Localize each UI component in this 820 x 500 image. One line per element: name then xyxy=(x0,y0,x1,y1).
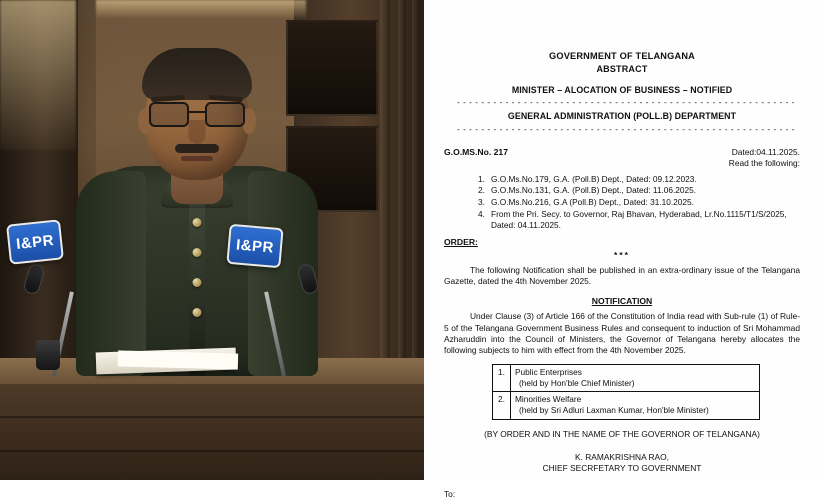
subject-title: Minorities Welfare xyxy=(515,394,582,405)
list-item xyxy=(478,197,800,208)
doc-gms-number: G.O.MS.No. 217 xyxy=(444,146,508,157)
read-item-num: 1. xyxy=(478,173,485,184)
desk-papers-top xyxy=(118,350,238,369)
doc-notification-label: NOTIFICATION xyxy=(591,295,653,306)
shoulder-left xyxy=(76,171,146,376)
glasses-bridge xyxy=(189,111,205,113)
doc-subjects-table xyxy=(492,364,760,420)
subject-num: 1. xyxy=(493,364,511,391)
doc-notification-paragraph: Under Clause (3) of Article 166 of the Constitution of India read with Sub-rule (1) of Rule-5 of the Telangana Government Business Rules and consequent to induction of Sri Mohammad Azharuddin into the Council of Ministers, the Governor of Telangana hereby allocates the following subjects to him with effect from the 4th November 2025. xyxy=(444,311,800,356)
doc-to-label: To: xyxy=(444,488,456,499)
government-order-document xyxy=(424,0,820,499)
person-figure xyxy=(82,46,312,376)
read-item-num: 4. xyxy=(478,208,485,219)
subject-holder: (held by Hon'ble Chief Minister) xyxy=(519,377,635,388)
read-item-text: From the Pri. Secy. to Governor, Raj Bhavan, Hyderabad, Lr.No.1115/T1/S/2025, Dated: 04.11.2025. xyxy=(491,208,787,230)
read-item-num: 2. xyxy=(478,185,485,196)
read-item-text: G.O.Ms.No.131, G.A. (Poll.B) Dept., Dated: 11.06.2025. xyxy=(491,185,697,196)
subject-num: 2. xyxy=(493,392,511,419)
doc-subject-line: MINISTER – ALOCATION OF BUSINESS – NOTIFIED xyxy=(511,84,733,95)
doc-dash-rule-bottom: - - - - - - - - - - - - - - - - - - - - - - - - - - - - - - - - - - - - - - - - - - - - - - - - - - - - - - - - xyxy=(457,125,796,135)
ceiling-light-strip xyxy=(96,0,306,18)
doc-stars: *** xyxy=(614,249,630,260)
doc-date-block xyxy=(729,147,800,170)
doc-signatory-name: K. RAMAKRISHNA RAO, xyxy=(574,451,669,462)
wall-light-strip xyxy=(0,0,76,150)
jacket-button-1 xyxy=(193,218,202,227)
subject-cell xyxy=(511,364,760,391)
jacket-button-3 xyxy=(193,278,202,287)
list-item xyxy=(478,174,800,185)
read-item-text: G.O.Ms.No.179, G.A. (Poll.B) Dept., Dated: 09.12.2023. xyxy=(491,173,697,184)
doc-signature-block xyxy=(444,452,800,475)
desk-front-panel xyxy=(0,384,424,480)
person-mustache xyxy=(175,144,219,153)
doc-order-paragraph: The following Notification shall be published in an extra-ordinary issue of the Telangana Gazette, dated the 4th November 2025. xyxy=(444,265,800,287)
list-item xyxy=(478,185,800,196)
person-nose xyxy=(189,120,206,144)
doc-department-line: GENERAL ADMINISTRATION (POLL.B) DEPARTMENT xyxy=(507,111,737,122)
podium-desk xyxy=(0,360,424,480)
jacket-button-2 xyxy=(193,248,202,257)
doc-dated: Dated:04.11.2025. xyxy=(731,146,800,157)
doc-heading-abstract: ABSTRACT xyxy=(596,64,648,75)
subject-title: Public Enterprises xyxy=(515,366,582,377)
doc-read-items xyxy=(478,174,800,231)
person-head xyxy=(145,54,249,180)
desk-seam-2 xyxy=(0,450,424,452)
lens-right xyxy=(205,102,245,127)
news-photo xyxy=(0,0,424,480)
read-item-text: G.O.Ms.No.216, G.A (Poll.B) Dept., Dated: 31.10.2025. xyxy=(491,196,694,207)
lens-left xyxy=(149,102,189,127)
mic-badge-right: I&PR xyxy=(226,224,283,269)
table-row xyxy=(493,392,760,419)
doc-read-following-label: Read the following: xyxy=(728,158,800,169)
person-mouth xyxy=(181,156,213,161)
table-row xyxy=(493,364,760,391)
doc-gms-row xyxy=(444,147,800,170)
desk-cup xyxy=(36,340,60,370)
desk-seam-1 xyxy=(0,416,424,418)
doc-order-label-row xyxy=(444,237,800,249)
list-item xyxy=(478,209,800,231)
doc-order-label: ORDER: xyxy=(444,237,478,248)
doc-by-order-line: (BY ORDER AND IN THE NAME OF THE GOVERNOR OF TELANGANA) xyxy=(484,428,760,439)
jacket-button-4 xyxy=(193,308,202,317)
subject-holder: (held by Sri Adluri Laxman Kumar, Hon'ble Minister) xyxy=(519,405,709,416)
mic-badge-left: I&PR xyxy=(6,219,64,264)
doc-dash-rule-top: - - - - - - - - - - - - - - - - - - - - - - - - - - - - - - - - - - - - - - - - - - - - - - - - - - - - - - - - xyxy=(457,98,796,108)
doc-heading-government: GOVERNMENT OF TELANGANA xyxy=(549,51,695,61)
person-hair xyxy=(142,48,252,100)
subject-cell xyxy=(511,392,760,419)
doc-signatory-title: CHIEF SECRFETARY TO GOVERNMENT xyxy=(542,463,702,474)
read-item-num: 3. xyxy=(478,196,485,207)
